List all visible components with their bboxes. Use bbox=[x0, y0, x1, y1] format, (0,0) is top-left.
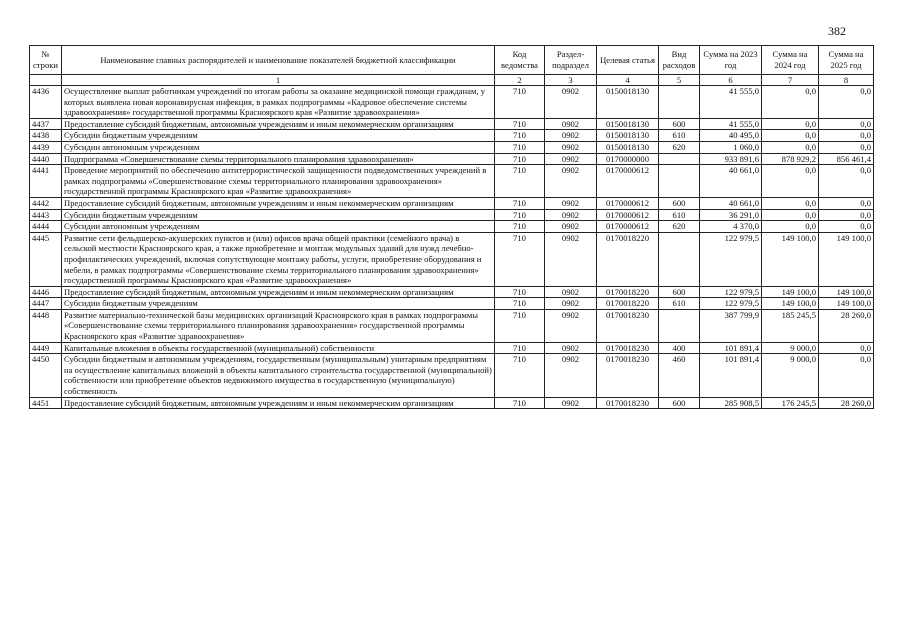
expense-type: 600 bbox=[659, 197, 700, 209]
target-article: 0170000612 bbox=[597, 221, 659, 233]
sum-2025: 856 461,4 bbox=[819, 153, 874, 165]
target-article: 0170018230 bbox=[597, 342, 659, 354]
sum-2023: 41 555,0 bbox=[700, 86, 762, 119]
department-code: 710 bbox=[495, 232, 545, 286]
sum-2025: 149 100,0 bbox=[819, 286, 874, 298]
row-name: Проведение мероприятий по обеспечению антитеррористической защищенности подведомственных учреждений в рамках подпрограммы «Совершенствование схемы территориального планирования здравоохранения» государственной программы Красноярского края «Развитие здравоохранения» bbox=[62, 165, 495, 198]
department-code: 710 bbox=[495, 298, 545, 310]
column-number: 7 bbox=[762, 75, 819, 86]
section-code: 0902 bbox=[545, 153, 597, 165]
row-number: 4450 bbox=[30, 354, 62, 397]
sum-2023: 1 060,0 bbox=[700, 141, 762, 153]
sum-2023: 101 891,4 bbox=[700, 354, 762, 397]
department-code: 710 bbox=[495, 165, 545, 198]
sum-2025: 0,0 bbox=[819, 221, 874, 233]
column-number: 8 bbox=[819, 75, 874, 86]
target-article: 0150018130 bbox=[597, 86, 659, 119]
sum-2023: 122 979,5 bbox=[700, 298, 762, 310]
table-row bbox=[30, 165, 874, 198]
column-number-row bbox=[30, 75, 874, 86]
expense-type: 610 bbox=[659, 209, 700, 221]
row-name: Субсидии бюджетным учреждениям bbox=[62, 209, 495, 221]
sum-2024: 185 245,5 bbox=[762, 309, 819, 342]
table-row bbox=[30, 86, 874, 119]
sum-2024: 0,0 bbox=[762, 130, 819, 142]
sum-2023: 36 291,0 bbox=[700, 209, 762, 221]
section-code: 0902 bbox=[545, 309, 597, 342]
target-article: 0170018220 bbox=[597, 298, 659, 310]
sum-2024: 0,0 bbox=[762, 197, 819, 209]
target-article: 0150018130 bbox=[597, 141, 659, 153]
column-number: 3 bbox=[545, 75, 597, 86]
section-code: 0902 bbox=[545, 130, 597, 142]
row-number: 4449 bbox=[30, 342, 62, 354]
department-code: 710 bbox=[495, 286, 545, 298]
target-article: 0170018230 bbox=[597, 354, 659, 397]
expense-type: 600 bbox=[659, 397, 700, 409]
sum-2024: 878 929,2 bbox=[762, 153, 819, 165]
column-number: 1 bbox=[62, 75, 495, 86]
department-code: 710 bbox=[495, 153, 545, 165]
table-row bbox=[30, 118, 874, 130]
sum-2024: 0,0 bbox=[762, 165, 819, 198]
row-name: Капитальные вложения в объекты государственной (муниципальной) собственности bbox=[62, 342, 495, 354]
sum-2024: 176 245,5 bbox=[762, 397, 819, 409]
row-name: Развитие сети фельдшерско-акушерских пунктов и (или) офисов врача общей практики (семейного врача) в сельской местности Красноярского края, а также приобретение и монтаж модульных зданий для нужд лечебно-профилактических учреждений, включая сопутствующие монтажу работы, услуги, приобретение оборудования и мебели, в рамках подпрограммы «Совершенствование схемы территориального планирования здравоохранения» государственной программы Красноярского края «Развитие здравоохранения» bbox=[62, 232, 495, 286]
sum-2025: 149 100,0 bbox=[819, 232, 874, 286]
sum-2023: 4 370,0 bbox=[700, 221, 762, 233]
header-sum-2025: Сумма на 2025 год bbox=[819, 46, 874, 75]
sum-2023: 122 979,5 bbox=[700, 286, 762, 298]
header-row bbox=[30, 46, 874, 75]
row-number: 4440 bbox=[30, 153, 62, 165]
target-article: 0170018220 bbox=[597, 286, 659, 298]
section-code: 0902 bbox=[545, 232, 597, 286]
row-number: 4443 bbox=[30, 209, 62, 221]
row-number: 4437 bbox=[30, 118, 62, 130]
sum-2025: 0,0 bbox=[819, 118, 874, 130]
sum-2025: 0,0 bbox=[819, 342, 874, 354]
sum-2023: 40 495,0 bbox=[700, 130, 762, 142]
header-row-number: № строки bbox=[30, 46, 62, 75]
expense-type: 400 bbox=[659, 342, 700, 354]
table-row bbox=[30, 286, 874, 298]
expense-type bbox=[659, 86, 700, 119]
table-row bbox=[30, 130, 874, 142]
department-code: 710 bbox=[495, 141, 545, 153]
target-article: 0170018230 bbox=[597, 309, 659, 342]
table-body bbox=[30, 86, 874, 409]
column-number: 6 bbox=[700, 75, 762, 86]
row-name: Развитие материально-технической базы медицинских организаций Красноярского края в рамках подпрограммы «Совершенствование схемы территориального планирования здравоохранения» государственной программы Красноярского края «Развитие здравоохранения» bbox=[62, 309, 495, 342]
expense-type: 620 bbox=[659, 141, 700, 153]
sum-2025: 0,0 bbox=[819, 165, 874, 198]
sum-2025: 28 260,0 bbox=[819, 397, 874, 409]
header-sum-2023: Сумма на 2023 год bbox=[700, 46, 762, 75]
sum-2025: 149 100,0 bbox=[819, 298, 874, 310]
target-article: 0150018130 bbox=[597, 118, 659, 130]
sum-2025: 0,0 bbox=[819, 354, 874, 397]
section-code: 0902 bbox=[545, 286, 597, 298]
target-article: 0150018130 bbox=[597, 130, 659, 142]
row-name: Субсидии автономным учреждениям bbox=[62, 141, 495, 153]
row-number: 4447 bbox=[30, 298, 62, 310]
table-row bbox=[30, 342, 874, 354]
expense-type: 460 bbox=[659, 354, 700, 397]
header-name: Наименование главных распорядителей и наименование показателей бюджетной классификации bbox=[62, 46, 495, 75]
table-row bbox=[30, 221, 874, 233]
department-code: 710 bbox=[495, 342, 545, 354]
sum-2024: 149 100,0 bbox=[762, 232, 819, 286]
row-name: Субсидии бюджетным учреждениям bbox=[62, 130, 495, 142]
sum-2025: 0,0 bbox=[819, 197, 874, 209]
sum-2023: 933 891,6 bbox=[700, 153, 762, 165]
section-code: 0902 bbox=[545, 354, 597, 397]
sum-2024: 0,0 bbox=[762, 209, 819, 221]
row-number: 4438 bbox=[30, 130, 62, 142]
row-name: Предоставление субсидий бюджетным, автономным учреждениям и иным некоммерческим организациям bbox=[62, 397, 495, 409]
expense-type: 610 bbox=[659, 298, 700, 310]
sum-2025: 0,0 bbox=[819, 141, 874, 153]
expense-type bbox=[659, 309, 700, 342]
row-number: 4445 bbox=[30, 232, 62, 286]
table-row bbox=[30, 354, 874, 397]
expense-type bbox=[659, 165, 700, 198]
expense-type bbox=[659, 153, 700, 165]
column-number: 2 bbox=[495, 75, 545, 86]
sum-2023: 122 979,5 bbox=[700, 232, 762, 286]
row-name: Подпрограмма «Совершенствование схемы территориального планирования здравоохранения» bbox=[62, 153, 495, 165]
sum-2025: 28 260,0 bbox=[819, 309, 874, 342]
department-code: 710 bbox=[495, 309, 545, 342]
section-code: 0902 bbox=[545, 141, 597, 153]
sum-2024: 149 100,0 bbox=[762, 286, 819, 298]
section-code: 0902 bbox=[545, 342, 597, 354]
department-code: 710 bbox=[495, 397, 545, 409]
sum-2025: 0,0 bbox=[819, 130, 874, 142]
sum-2023: 387 799,9 bbox=[700, 309, 762, 342]
target-article: 0170000000 bbox=[597, 153, 659, 165]
budget-table bbox=[29, 45, 874, 409]
department-code: 710 bbox=[495, 221, 545, 233]
expense-type bbox=[659, 232, 700, 286]
target-article: 0170018220 bbox=[597, 232, 659, 286]
section-code: 0902 bbox=[545, 298, 597, 310]
row-name: Предоставление субсидий бюджетным, автономным учреждениям и иным некоммерческим организациям bbox=[62, 118, 495, 130]
section-code: 0902 bbox=[545, 221, 597, 233]
sum-2024: 0,0 bbox=[762, 86, 819, 119]
sum-2023: 285 908,5 bbox=[700, 397, 762, 409]
department-code: 710 bbox=[495, 197, 545, 209]
section-code: 0902 bbox=[545, 197, 597, 209]
row-number: 4439 bbox=[30, 141, 62, 153]
row-number: 4448 bbox=[30, 309, 62, 342]
department-code: 710 bbox=[495, 209, 545, 221]
column-number bbox=[30, 75, 62, 86]
department-code: 710 bbox=[495, 86, 545, 119]
expense-type: 600 bbox=[659, 286, 700, 298]
row-number: 4441 bbox=[30, 165, 62, 198]
table-row bbox=[30, 309, 874, 342]
department-code: 710 bbox=[495, 354, 545, 397]
row-number: 4451 bbox=[30, 397, 62, 409]
row-name: Субсидии бюджетным и автономным учреждениям, государственным (муниципальным) унитарным предприятиям на осуществление капитальных вложений в объекты капитального строительства государственной (муниципальной) собственности или приобретение объектов недвижимого имущества в государственную (муниципальную) собственность bbox=[62, 354, 495, 397]
expense-type: 610 bbox=[659, 130, 700, 142]
header-sum-2024: Сумма на 2024 год bbox=[762, 46, 819, 75]
sum-2024: 9 000,0 bbox=[762, 342, 819, 354]
target-article: 0170000612 bbox=[597, 197, 659, 209]
sum-2023: 101 891,4 bbox=[700, 342, 762, 354]
row-name: Предоставление субсидий бюджетным, автономным учреждениям и иным некоммерческим организациям bbox=[62, 286, 495, 298]
page-number: 382 bbox=[828, 24, 846, 38]
row-name: Субсидии бюджетным учреждениям bbox=[62, 298, 495, 310]
expense-type: 600 bbox=[659, 118, 700, 130]
section-code: 0902 bbox=[545, 165, 597, 198]
target-article: 0170018230 bbox=[597, 397, 659, 409]
sum-2024: 0,0 bbox=[762, 118, 819, 130]
section-code: 0902 bbox=[545, 397, 597, 409]
expense-type: 620 bbox=[659, 221, 700, 233]
target-article: 0170000612 bbox=[597, 209, 659, 221]
table-row bbox=[30, 197, 874, 209]
section-code: 0902 bbox=[545, 86, 597, 119]
department-code: 710 bbox=[495, 130, 545, 142]
target-article: 0170000612 bbox=[597, 165, 659, 198]
table-row bbox=[30, 209, 874, 221]
section-code: 0902 bbox=[545, 118, 597, 130]
row-number: 4442 bbox=[30, 197, 62, 209]
header-target-article: Целевая статья bbox=[597, 46, 659, 75]
header-section: Раздел-подраздел bbox=[545, 46, 597, 75]
row-name: Субсидии автономным учреждениям bbox=[62, 221, 495, 233]
sum-2025: 0,0 bbox=[819, 209, 874, 221]
section-code: 0902 bbox=[545, 209, 597, 221]
row-number: 4446 bbox=[30, 286, 62, 298]
column-number: 5 bbox=[659, 75, 700, 86]
header-department-code: Код ведомства bbox=[495, 46, 545, 75]
sum-2023: 40 661,0 bbox=[700, 197, 762, 209]
column-number: 4 bbox=[597, 75, 659, 86]
sum-2024: 0,0 bbox=[762, 221, 819, 233]
sum-2024: 0,0 bbox=[762, 141, 819, 153]
sum-2023: 40 661,0 bbox=[700, 165, 762, 198]
table-row bbox=[30, 232, 874, 286]
sum-2023: 41 555,0 bbox=[700, 118, 762, 130]
row-name: Осуществление выплат работникам учреждений по итогам работы за оказание медицинской помощи гражданам, у которых выявлена новая коронавирусная инфекция, в рамках подпрограммы «Кадровое обеспечение системы здравоохранения» государственной программы Красноярского края «Развитие здравоохранения» bbox=[62, 86, 495, 119]
header-expense-type: Вид расходов bbox=[659, 46, 700, 75]
sum-2024: 9 000,0 bbox=[762, 354, 819, 397]
row-name: Предоставление субсидий бюджетным, автономным учреждениям и иным некоммерческим организациям bbox=[62, 197, 495, 209]
table-row bbox=[30, 141, 874, 153]
table-row bbox=[30, 153, 874, 165]
sum-2025: 0,0 bbox=[819, 86, 874, 119]
department-code: 710 bbox=[495, 118, 545, 130]
table-row bbox=[30, 397, 874, 409]
table-row bbox=[30, 298, 874, 310]
row-number: 4444 bbox=[30, 221, 62, 233]
sum-2024: 149 100,0 bbox=[762, 298, 819, 310]
row-number: 4436 bbox=[30, 86, 62, 119]
